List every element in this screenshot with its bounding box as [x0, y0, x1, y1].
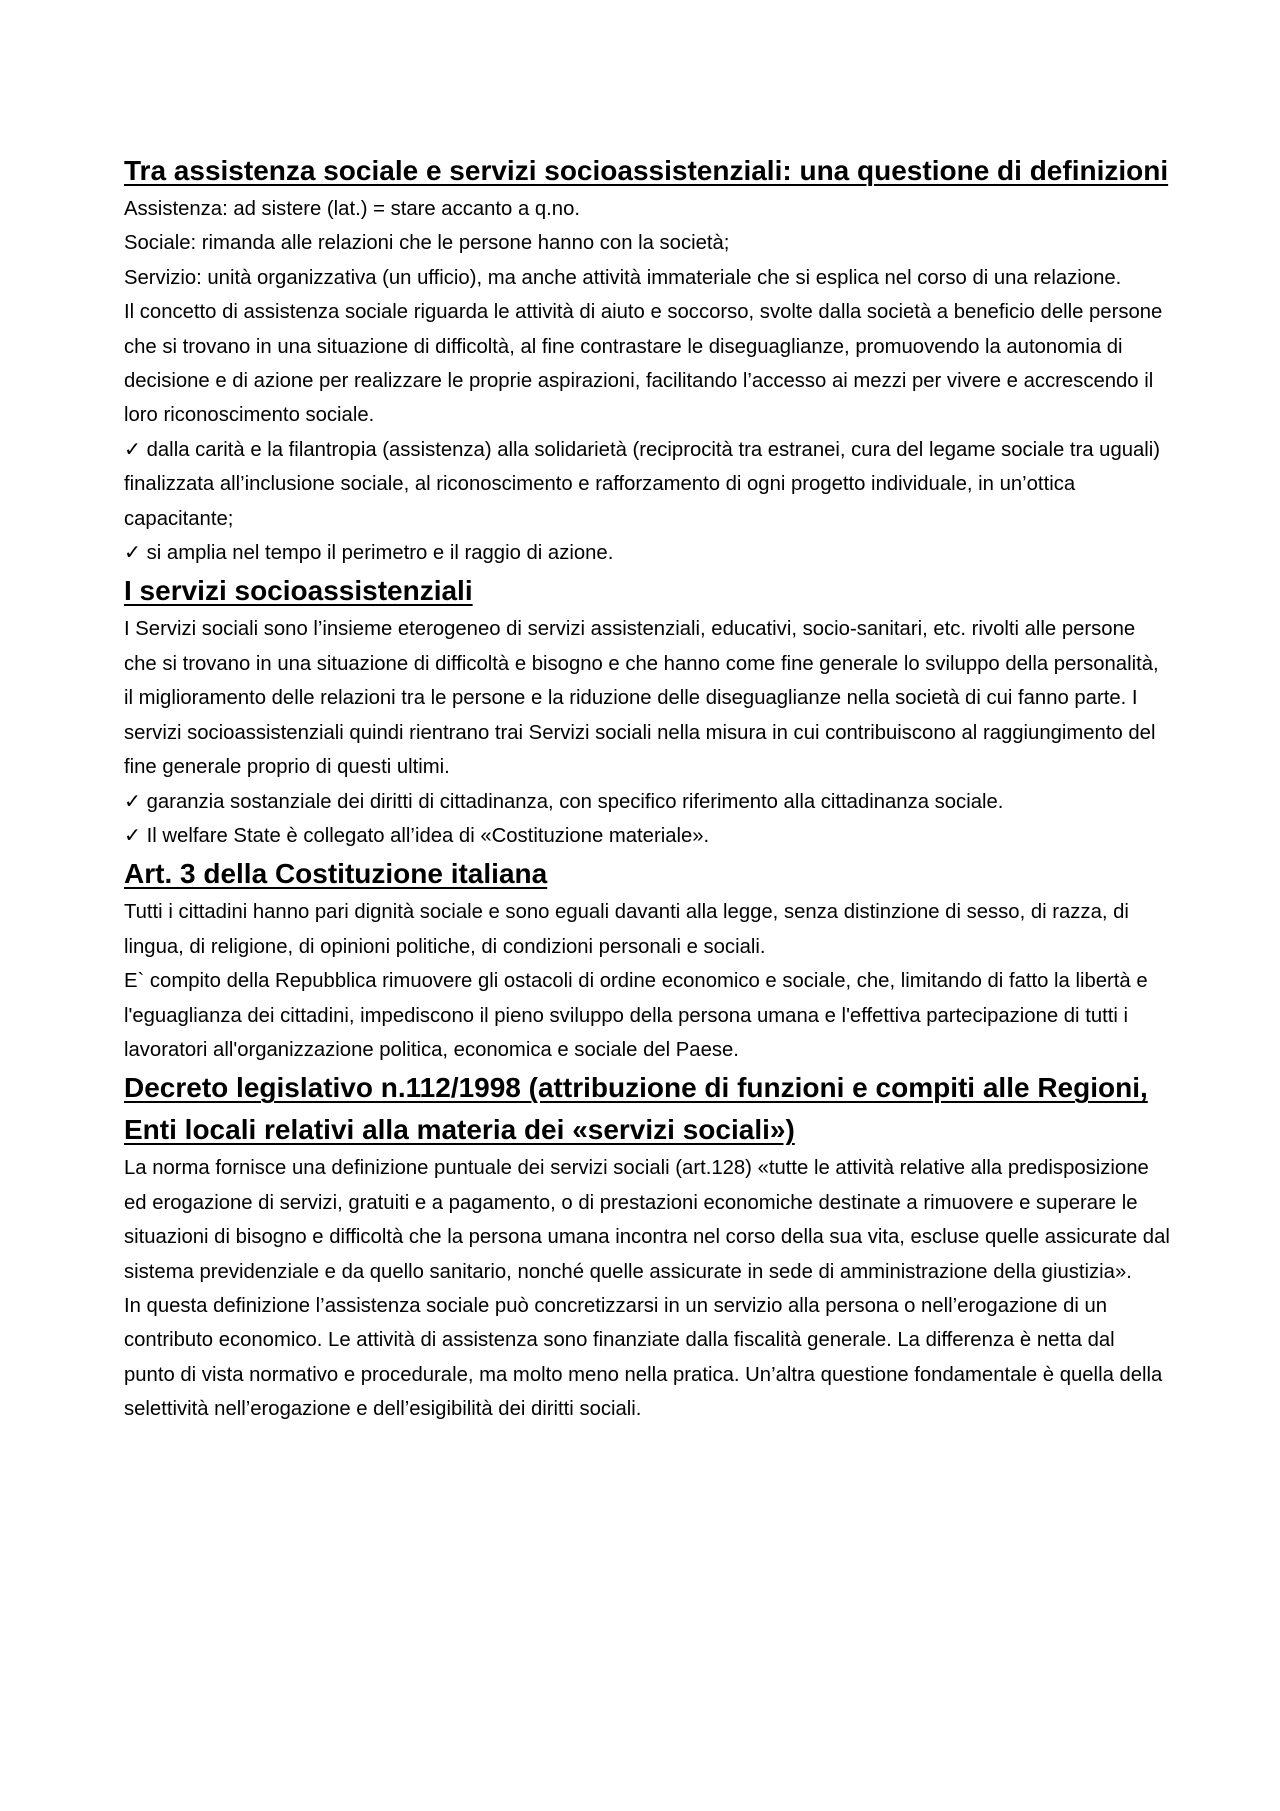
checklist-item-garanzia: ✓ garanzia sostanziale dei diritti di cittadinanza, con specifico riferimento alla cittadinanza sociale. [124, 790, 1004, 813]
section-heading-servizi-socioassistenziali: I servizi socioassistenziali [124, 575, 473, 607]
paragraph-definizione-servizi: La norma fornisce una definizione puntuale dei servizi sociali (art.128) «tutte le attività relative alla predisposizione ed erogazione di servizi, gratuiti e a pagamento, o di prestazioni economiche destinate a rimuovere e superare le situazioni di bisogno e difficoltà che la persona umana incontra nel corso della sua vita, escluse quelle assicurate dal sistema previdenziale e da quello sanitario, nonché quelle assicurate in sede di amministrazione della giustizia». [124, 1157, 1170, 1283]
paragraph-servizio: Servizio: unità organizzativa (un ufficio), ma anche attività immateriale che si esplica nel corso di una relazione. [124, 266, 1122, 289]
document-body [124, 150, 1170, 1427]
paragraph-assistenza: Assistenza: ad sistere (lat.) = stare accanto a q.no. [124, 198, 580, 220]
paragraph-concetto-assistenza: Il concetto di assistenza sociale riguarda le attività di aiuto e soccorso, svolte dalla società a beneficio delle persone che si trovano in una situazione di difficoltà, al fine contrastare le diseguaglianze, promuovendo la autonomia di decisione e di azione per realizzare le proprie aspirazioni, facilitando l’accesso ai mezzi per vivere e accrescendo il loro riconoscimento sociale. [124, 301, 1163, 427]
section-heading-definizioni: Tra assistenza sociale e servizi socioassistenziali: una questione di definizioni [124, 155, 1169, 186]
checklist-item-welfare: ✓ Il welfare State è collegato all’idea di «Costituzione materiale». [124, 824, 710, 847]
paragraph-art3-comma2: E` compito della Repubblica rimuovere gli ostacoli di ordine economico e sociale, che, limitando di fatto la libertà e l'eguaglianza dei cittadini, impediscono il pieno sviluppo della persona umana e l'effettiva partecipazione di tutti i lavoratori all'organizzazione politica, economica e sociale del Paese. [124, 970, 1148, 1061]
paragraph-sociale: Sociale: rimanda alle relazioni che le persone hanno con la società; [124, 232, 730, 255]
paragraph-servizi-sociali: I Servizi sociali sono l’insieme eterogeneo di servizi assistenziali, educativi, socio-sanitari, etc. rivolti alle persone che si trovano in una situazione di difficoltà e bisogno e che hanno come fine generale lo sviluppo della personalità, il miglioramento delle relazioni tra le persone e la riduzione delle diseguaglianze nella società di cui fanno parte. I servizi socioassistenziali quindi rientrano trai Servizi sociali nella misura in cui contribuiscono al raggiungimento del fine generale proprio di questi ultimi. [124, 618, 1159, 779]
section-heading-art3: Art. 3 della Costituzione italiana [124, 858, 548, 890]
paragraph-art3-comma1: Tutti i cittadini hanno pari dignità sociale e sono eguali davanti alla legge, senza distinzione di sesso, di razza, di lingua, di religione, di opinioni politiche, di condizioni personali e sociali. [124, 901, 1129, 958]
checklist-item-perimetro: ✓ si amplia nel tempo il perimetro e il raggio di azione. [124, 542, 614, 565]
checklist-item-carita: ✓ dalla carità e la filantropia (assistenza) alla solidarietà (reciprocità tra estranei, cura del legame sociale tra uguali) finalizzata all’inclusione sociale, al riconoscimento e rafforzamento di ogni progetto individuale, in un’ottica capacitante; [124, 438, 1161, 530]
paragraph-assistenza-contributo: In questa definizione l’assistenza sociale può concretizzarsi in un servizio alla persona o nell’erogazione di un contributo economico. Le attività di assistenza sono finanziate dalla fiscalità generale. La differenza è netta dal punto di vista normativo e procedurale, ma molto meno nella pratica. Un’altra questione fondamentale è quella della selettività nell’erogazione e dell’esigibilità dei diritti sociali. [124, 1294, 1163, 1421]
section-heading-decreto: Decreto legislativo n.112/1998 (attribuzione di funzioni e compiti alle Regioni, Enti locali relativi alla materia dei «servizi sociali») [124, 1072, 1148, 1146]
